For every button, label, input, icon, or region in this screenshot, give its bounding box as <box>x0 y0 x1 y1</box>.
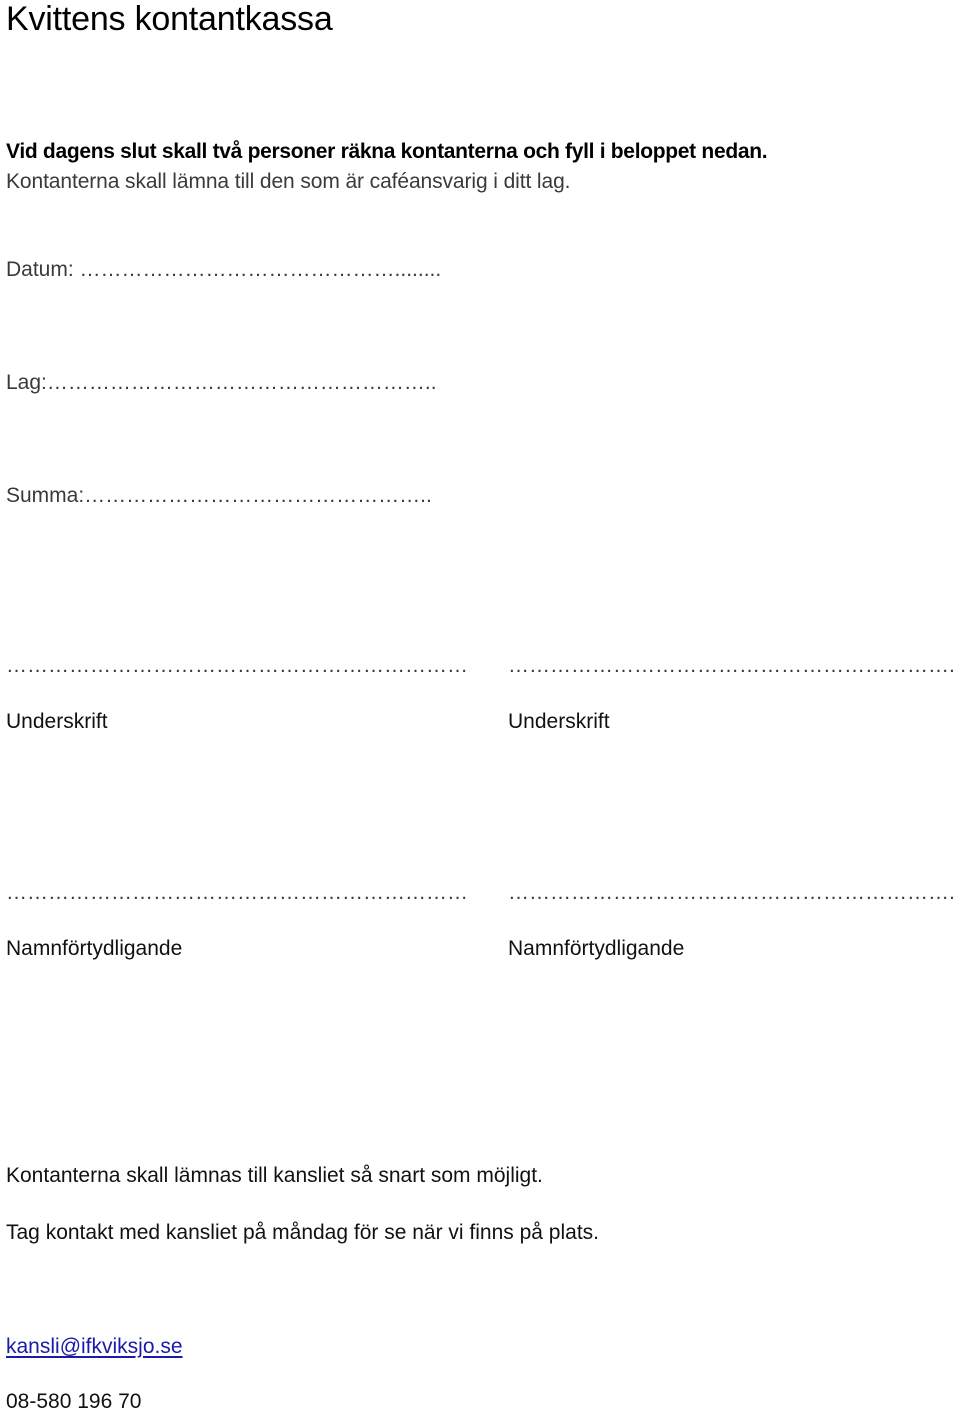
footer-note-contact: Tag kontakt med kansliet på måndag för se när vi finns på plats. <box>6 1221 599 1244</box>
name-clarification-label-left: Namnförtydligande <box>6 937 183 960</box>
team-field: Lag:……………………………………………….. <box>6 371 437 394</box>
footer-note-deliver: Kontanterna skall lämnas till kansliet så snart som möjligt. <box>6 1164 543 1187</box>
name-clarification-line-right: ………………………………………………………. <box>508 881 955 904</box>
signature-label-right: Underskrift <box>508 710 610 733</box>
sum-field: Summa:………………………………………….. <box>6 484 432 507</box>
instruction-bold: Vid dagens slut skall två personer räkna kontanterna och fyll i beloppet nedan. <box>6 140 768 163</box>
date-field: Datum: ………………………………………........ <box>6 258 442 281</box>
signature-line-right: ………………………………………………………. <box>508 654 955 677</box>
instruction-text: Kontanterna skall lämna till den som är caféansvarig i ditt lag. <box>6 170 571 193</box>
email-link[interactable]: kansli@ifkviksjo.se <box>6 1335 183 1358</box>
phone-number: 08-580 196 70 <box>6 1390 142 1413</box>
signature-line-left: ………………………………………………………… <box>6 654 468 677</box>
page-title: Kvittens kontantkassa <box>6 0 333 38</box>
signature-label-left: Underskrift <box>6 710 108 733</box>
name-clarification-label-right: Namnförtydligande <box>508 937 685 960</box>
name-clarification-line-left: ………………………………………………………… <box>6 881 468 904</box>
